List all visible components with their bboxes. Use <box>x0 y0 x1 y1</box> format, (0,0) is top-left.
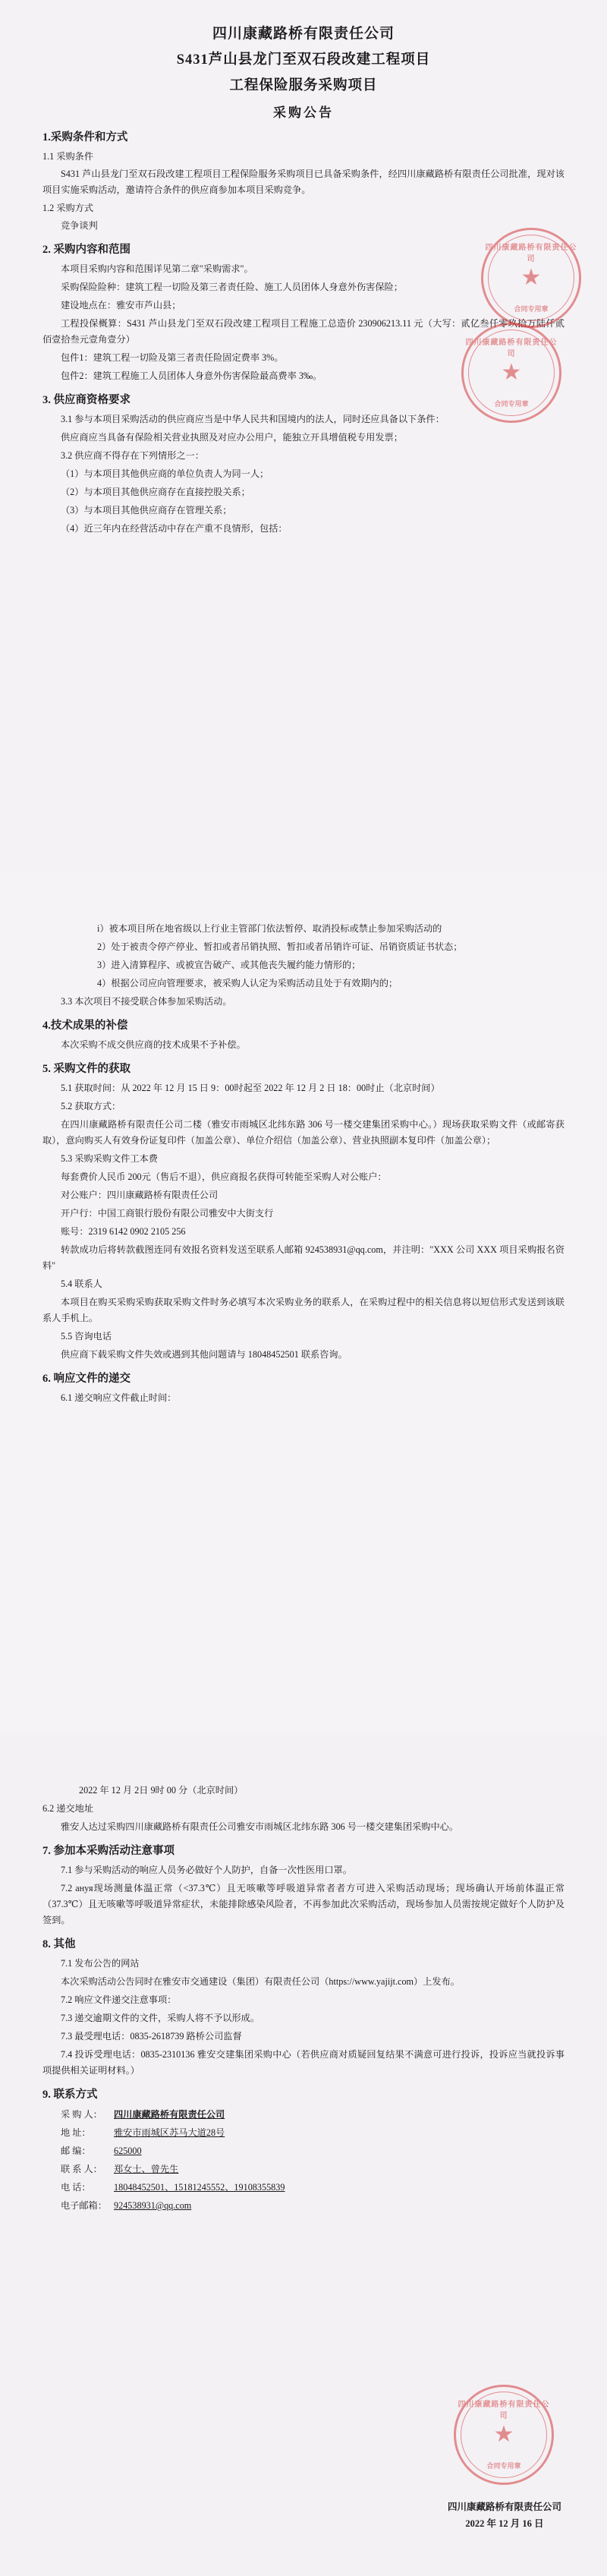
section-8-item-0: 7.1 发布公告的网站 <box>61 1958 140 1969</box>
contact-row-address <box>42 2124 565 2141</box>
seal-top-text-3: 四川康藏路桥有限责任公司 <box>458 2401 550 2420</box>
contact-row-email <box>42 2197 565 2214</box>
section-5-item-8: 转款成功后将转款截图连同有效报名资料发送至联系人邮箱 924538931@qq.com，并注明："XXX 公司 XXX 项目采购报名资料" <box>42 1244 565 1271</box>
contact-label-postcode: 邮 编： <box>61 2146 91 2156</box>
section-1-item-1: S431 芦山县龙门至双石段改建工程项目工程保险服务采购项目已具备采购条件，经四川康藏路桥有限责任公司批准，现对该项目实施采购活动，邀请符合条件的供应商参加本项目采购竞争。 <box>42 169 565 195</box>
section-5-item-0: 5.1 获取时间：从 2022 年 12 月 15 日 9：00时起至 2022 年 12 月 2 日 18：00时止（北京时间） <box>61 1083 440 1093</box>
section-5-item-7: 账号：2319 6142 0902 2105 256 <box>61 1226 186 1237</box>
doc-title-line3: 工程保险服务采购项目 <box>229 78 378 93</box>
section-6-item-0: 6.1 递交响应文件截止时间： <box>61 1392 177 1403</box>
page2-lead-2: 3）进入清算程序、或被宣告破产、或其他丧失履约能力情形的； <box>97 960 361 970</box>
contact-value-postcode: 625000 <box>114 2146 142 2156</box>
contact-value-person: 郑女士、曾先生 <box>114 2164 179 2174</box>
page2-lead-4: 3.3 本次项目不接受联合体参加采购活动。 <box>61 996 232 1007</box>
section-4-item-0: 本次采购不成交供应商的技术成果不予补偿。 <box>61 1039 246 1050</box>
section-heading-4: 4.技术成果的补偿 <box>42 1020 128 1032</box>
page2-lead-0: i）被本项目所在地省级以上行业主管部门依法暂停、取消投标或禁止参加采购活动的 <box>97 923 442 934</box>
contact-label-purchaser: 采 购 人： <box>61 2109 102 2120</box>
contact-value-purchaser: 四川康藏路桥有限责任公司 <box>114 2109 225 2120</box>
section-heading-2: 2. 采购内容和范围 <box>42 244 131 256</box>
seal-top-text: 四川康藏路桥有限责任公司 <box>485 244 577 263</box>
company-seal-icon-signature <box>454 2385 554 2485</box>
page3-lead-0: 2022 年 12 月 2日 9时 00 分（北京时间） <box>79 1785 244 1796</box>
section-2-item-0: 本项目采购内容和范围详见第二章"采购需求"。 <box>61 263 253 274</box>
section-3-item-4: （2）与本项目其他供应商存在直接控股关系； <box>61 487 250 497</box>
section-5-item-9: 5.4 联系人 <box>61 1279 102 1289</box>
section-heading-7: 7. 参加本采购活动注意事项 <box>42 1845 175 1857</box>
section-heading-9: 9. 联系方式 <box>42 2089 98 2101</box>
page-2 <box>0 873 607 1735</box>
contact-value-phone: 18048452501、15181245552、19108355839 <box>114 2182 285 2193</box>
page3-lead-1: 6.2 递交地址 <box>42 1803 94 1814</box>
section-5-item-5: 对公账户：四川康藏路桥有限责任公司 <box>61 1190 219 1200</box>
section-heading-8: 8. 其他 <box>42 1938 76 1950</box>
doc-subtitle: 采购公告 <box>273 106 334 120</box>
contact-label-phone: 电 话： <box>61 2182 91 2193</box>
section-7-item-0: 7.1 参与采购活动的响应人员务必做好个人防护，自备一次性医用口罩。 <box>61 1865 352 1875</box>
section-3-item-6: （4）近三年内在经营活动中存在产重不良情形，包括： <box>61 523 288 534</box>
signature-block <box>448 2499 561 2532</box>
signature-date: 2022 年 12 月 16 日 <box>465 2518 544 2529</box>
section-5-item-4: 每套费价人民币 200元（售后不退），供应商报名获得可转能至采购人对公账户： <box>61 1171 387 1182</box>
section-3-item-5: （3）与本项目其他供应商存在管理关系； <box>61 505 232 516</box>
contact-row-person <box>42 2161 565 2177</box>
doc-title-line1: 四川康藏路桥有限责任公司 <box>212 26 395 42</box>
section-5-item-10: 本项目在购买采购采购获取采购文件时务必填写本次采购业务的联系人，在采购过程中的相关信息将以短信形式发送到该联系人手机上。 <box>42 1297 565 1323</box>
section-7-item-1: 7.2 ануя现场测量体温正常（<37.3℃）且无咳嗽等呼吸道异常者者方可进入采购活动现场；现场确认开场前体温正常（37.3℃）且无咳嗽等呼吸道异常症状，未能排除感染风险者，不再参加此次采购活动，现场参加人员需按规定做好个人防护及签到。 <box>42 1883 565 1925</box>
contact-value-address: 雅安市雨城区苏马大道28号 <box>114 2127 225 2138</box>
contact-row-purchaser <box>42 2106 565 2123</box>
section-2-item-5: 包件2：建筑工程施工人员团体人身意外伤害保险最高费率 3‰。 <box>61 370 322 381</box>
seal-star-icon-3: ★ <box>493 2422 514 2447</box>
section-8-item-4: 7.3 最受理电话：0835-2618739 路桥公司监督 <box>61 2031 242 2042</box>
section-5-item-3: 5.3 采购采购文件工本费 <box>61 1153 158 1164</box>
section-3-item-1: 供应商应当具备有保险相关营业执照及对应办公用户，能独立开具增值税专用发票； <box>61 432 403 443</box>
section-8-item-1: 本次采购活动公告同时在雅安市交通建设（集团）有限责任公司（https://www.yajijt.com）上发布。 <box>61 1976 460 1987</box>
page2-lead-1: 2）处于被责令停产停业、暂扣或者吊销执照、暂扣或者吊销许可证、吊销资质证书状态； <box>97 941 463 952</box>
doc-title-line2: S431芦山县龙门至双石段改建工程项目 <box>176 52 431 68</box>
section-heading-1: 1.采购条件和方式 <box>42 131 128 143</box>
section-2-item-2: 建设地点在：雅安市芦山县； <box>61 300 181 311</box>
section-8-item-2: 7.2 响应文件递交注意事项： <box>61 1994 177 2005</box>
section-2-item-4: 包件1：建筑工程一切险及第三者责任险固定费率 3%。 <box>61 352 284 363</box>
seal-bottom-text-3: 合同专用章 <box>486 2462 521 2470</box>
seal-top-text-2: 四川康藏路桥有限责任公司 <box>465 339 558 358</box>
seal-star-icon: ★ <box>521 265 542 290</box>
section-3-item-2: 3.2 供应商不得存在下列情形之一： <box>61 450 204 461</box>
page2-lead-3: 4）根据公司应向管理要求，被采购人认定为采购活动且处于有效期内的； <box>97 978 398 988</box>
section-2-item-1: 采购保险险种：建筑工程一切险及第三者责任险、施工人员团体人身意外伤害保险； <box>61 282 403 292</box>
section-8-item-3: 7.3 递交逾期文件的文件，采购人将不予以形成。 <box>61 2013 260 2023</box>
section-5-item-1: 5.2 获取方式： <box>61 1101 121 1111</box>
signature-company: 四川康藏路桥有限责任公司 <box>447 2502 561 2512</box>
section-5-item-6: 开户行：中国工商银行股份有限公司雅安中大街支行 <box>61 1208 274 1219</box>
contact-label-email: 电子邮箱： <box>61 2200 107 2211</box>
section-1-item-2: 1.2 采购方式 <box>42 203 94 213</box>
contact-row-phone <box>42 2179 565 2196</box>
section-3-item-0: 3.1 参与本项目采购活动的供应商应当是中华人民共和国境内的法人，同时还应具备以下条件： <box>61 414 445 424</box>
page-1 <box>0 0 607 873</box>
section-5-item-12: 供应商下载采购文件失效或遇到其他问题请与 18048452501 联系咨询。 <box>61 1349 348 1360</box>
seal-bottom-text-2: 合同专用章 <box>494 400 529 408</box>
contact-label-person: 联 系 人： <box>61 2164 102 2174</box>
seal-star-icon-2: ★ <box>501 360 522 385</box>
seal-bottom-text: 合同专用章 <box>514 305 549 313</box>
section-2-item-3: 工程投保概算：S431 芦山县龙门至双石段改建工程项目工程施工总造价 230906213.11 元（大写：贰亿叁仟零玖拾万陆仟贰佰壹拾叁元壹角壹分） <box>42 318 565 345</box>
page-3 <box>0 1735 607 2576</box>
contact-value-email: 924538931@qq.com <box>114 2200 192 2211</box>
section-heading-5: 5. 采购文件的获取 <box>42 1063 131 1075</box>
contact-row-postcode <box>42 2142 565 2159</box>
section-5-item-2: 在四川康藏路桥有限责任公司二楼（雅安市雨城区北纬东路 306 号一楼交建集团采购中心。）现场获取采购文件（或邮寄获取），意向购买人有效身份证复印件（加盖公章）、单位介绍信（加盖公章）、营业执照副本复印件（加盖公章）； <box>42 1119 565 1146</box>
contact-label-address: 地 址： <box>61 2127 91 2138</box>
section-1-item-0: 1.1 采购条件 <box>42 151 94 162</box>
page3-lead-2: 雅安人达过采购四川康藏路桥有限责任公司雅安市雨城区北纬东路 306 号一楼交建集团采购中心。 <box>61 1821 459 1832</box>
section-heading-3: 3. 供应商资格要求 <box>42 394 131 406</box>
section-8-item-5: 7.4 投诉受理电话：0835-2310136 雅安交建集团采购中心（若供应商对质疑回复结果不满意可进行投诉，投诉应当就投诉事项提供相关证明材料。） <box>42 2049 565 2076</box>
section-heading-6: 6. 响应文件的递交 <box>42 1373 131 1385</box>
section-5-item-11: 5.5 咨询电话 <box>61 1331 112 1342</box>
section-3-item-3: （1）与本项目其他供应商的单位负责人为同一人； <box>61 468 269 479</box>
section-1-item-3: 竞争谈判 <box>61 220 98 231</box>
